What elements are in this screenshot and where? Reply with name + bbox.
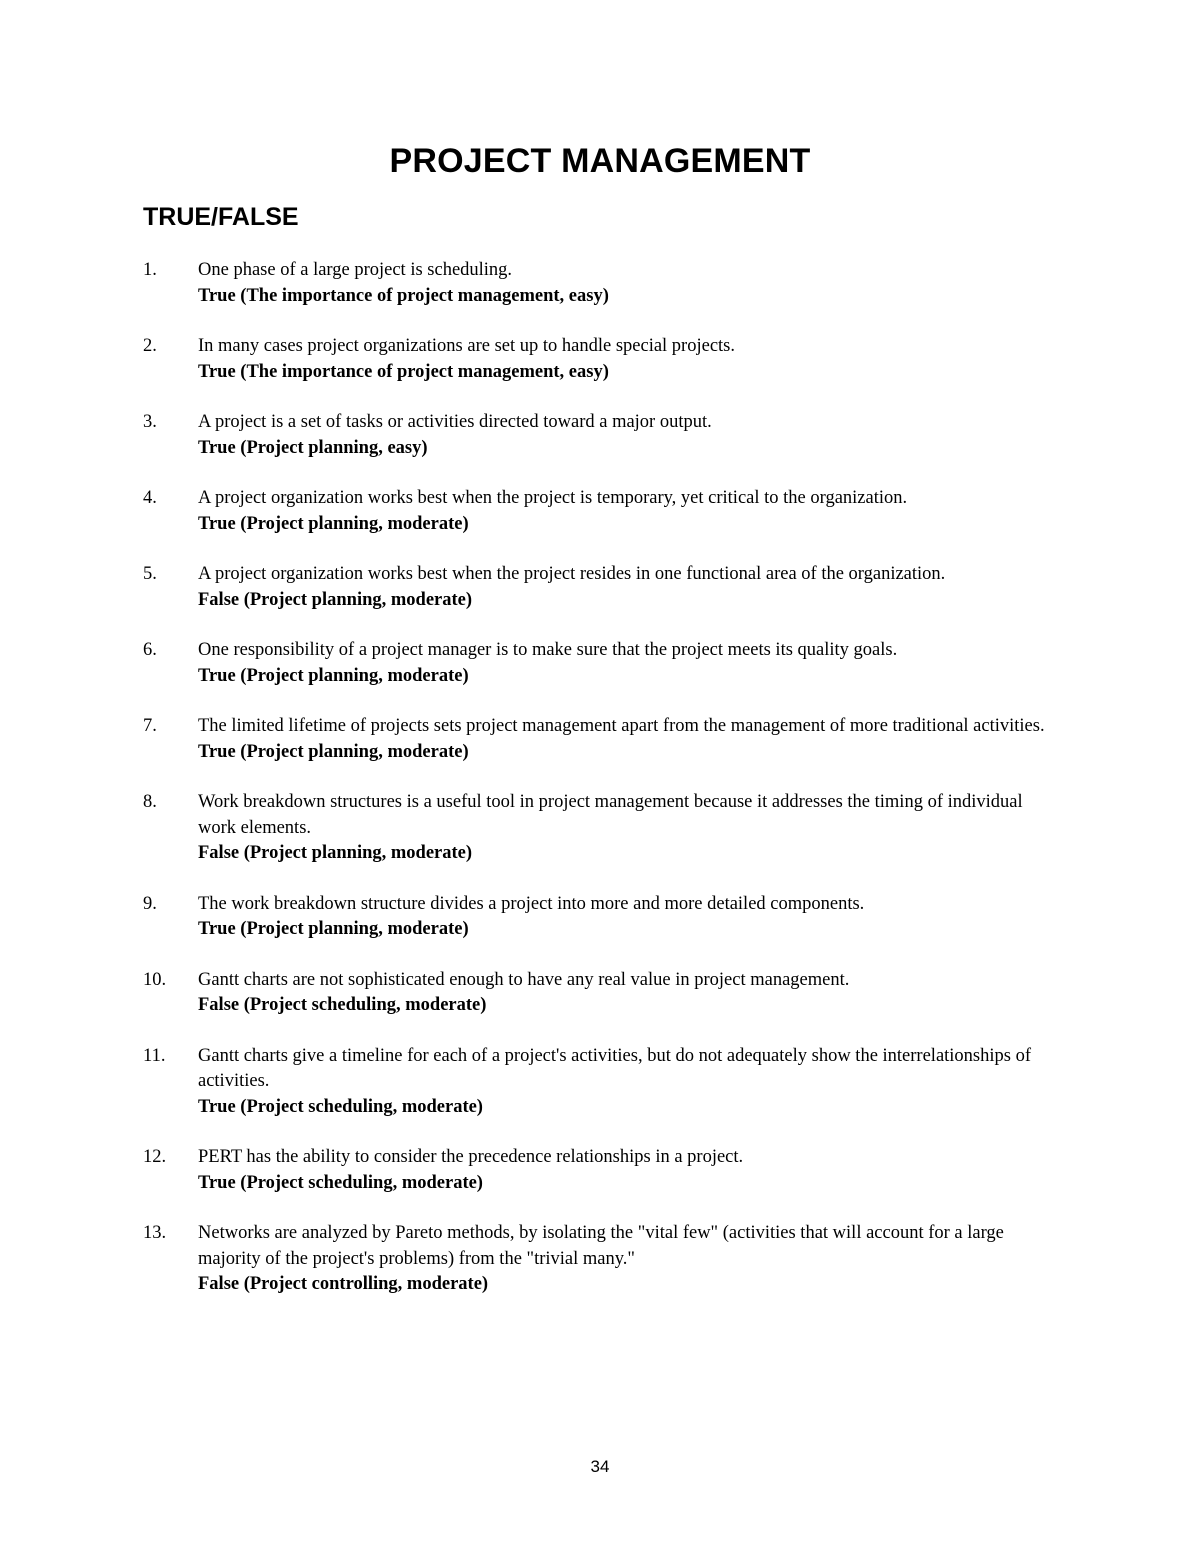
question-answer: False (Project planning, moderate) xyxy=(198,589,473,610)
question-item xyxy=(0,968,1200,1019)
question-text: In many cases project organizations are set up to handle special projects. xyxy=(198,336,735,356)
question-number: 4. xyxy=(143,488,157,508)
question-text: The work breakdown structure divides a project into more and more detailed components. xyxy=(198,893,865,914)
question-answer: True (Project scheduling, moderate) xyxy=(198,1096,483,1117)
question-number: 7. xyxy=(143,716,157,736)
question-list xyxy=(0,258,1200,1323)
question-number: 1. xyxy=(143,260,157,280)
question-answer: True (The importance of project management, easy) xyxy=(198,361,609,382)
question-text: A project organization works best when the project is temporary, yet critical to the organization. xyxy=(198,488,908,508)
question-item xyxy=(0,1221,1200,1298)
section-heading: TRUE/FALSE xyxy=(143,203,299,231)
question-answer: False (Project scheduling, moderate) xyxy=(198,995,487,1015)
question-answer: True (The importance of project management, easy) xyxy=(198,285,609,306)
question-answer: True (Project planning, moderate) xyxy=(198,513,469,534)
question-item xyxy=(0,892,1200,943)
question-item xyxy=(0,410,1200,461)
question-item xyxy=(0,714,1200,765)
question-number: 8. xyxy=(143,792,157,812)
question-text: Work breakdown structures is a useful tool in project management because it addresses the timing of individual work elements. xyxy=(198,792,1023,838)
question-number: 11. xyxy=(143,1045,166,1066)
question-item xyxy=(0,486,1200,537)
question-number: 10. xyxy=(143,969,167,990)
question-text: Networks are analyzed by Pareto methods, by isolating the "vital few" (activities that will account for a large majority of the project's problems) from the "trivial many." xyxy=(198,1223,1004,1269)
question-number: 3. xyxy=(143,412,157,432)
question-number: 13. xyxy=(143,1223,167,1243)
question-item xyxy=(0,334,1200,385)
question-item xyxy=(0,790,1200,867)
question-text: PERT has the ability to consider the precedence relationships in a project. xyxy=(198,1147,744,1167)
question-text: The limited lifetime of projects sets project management apart from the management of more traditional activities. xyxy=(198,716,1045,736)
question-item xyxy=(0,562,1200,613)
question-text: Gantt charts are not sophisticated enough to have any real value in project management. xyxy=(198,969,850,990)
page-number: 34 xyxy=(590,1457,610,1476)
question-answer: True (Project planning, easy) xyxy=(198,437,428,458)
question-answer: False (Project planning, moderate) xyxy=(198,843,473,863)
question-text: One phase of a large project is scheduling. xyxy=(198,260,513,280)
question-number: 6. xyxy=(143,640,157,660)
question-answer: True (Project planning, moderate) xyxy=(198,919,469,939)
question-text: A project organization works best when the project resides in one functional area of the organization. xyxy=(198,564,946,584)
question-item xyxy=(0,1044,1200,1121)
question-number: 9. xyxy=(143,893,157,914)
question-text: Gantt charts give a timeline for each of a project's activities, but do not adequately show the interrelationships of activities. xyxy=(198,1045,1032,1091)
question-item xyxy=(0,1145,1200,1196)
question-item xyxy=(0,258,1200,309)
question-number: 2. xyxy=(143,336,157,356)
question-text: One responsibility of a project manager is to make sure that the project meets its quality goals. xyxy=(198,640,898,660)
question-answer: True (Project planning, moderate) xyxy=(198,665,469,686)
question-answer: False (Project controlling, moderate) xyxy=(198,1274,489,1294)
question-text: A project is a set of tasks or activities directed toward a major output. xyxy=(198,412,712,432)
question-item xyxy=(0,638,1200,689)
question-answer: True (Project scheduling, moderate) xyxy=(198,1172,483,1193)
question-number: 12. xyxy=(143,1147,167,1167)
question-number: 5. xyxy=(143,564,157,584)
page-title: PROJECT MANAGEMENT xyxy=(389,142,811,180)
question-answer: True (Project planning, moderate) xyxy=(198,741,469,762)
